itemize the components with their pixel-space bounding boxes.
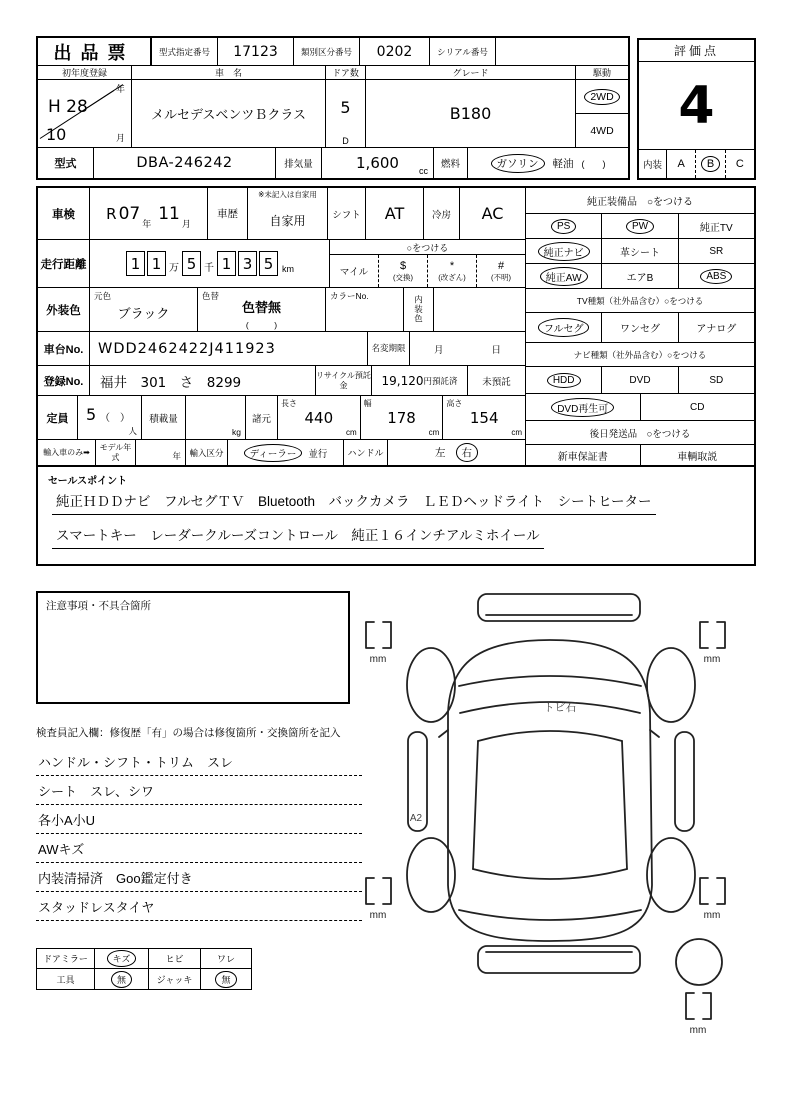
sales-points-line-2: スマートキー レーダークルーズコントロール 純正１６インチアルミホイール: [52, 524, 544, 549]
equip-ps-mark: PS: [551, 219, 576, 234]
class-code-value: 0202: [360, 38, 430, 65]
name-change-label: 名変期限: [368, 332, 410, 365]
model-year-label: モデル年式: [96, 440, 136, 465]
mileage-digit: 1: [147, 251, 166, 276]
base-color-label: 元色: [94, 291, 112, 301]
spec-width-label: 幅: [363, 399, 372, 408]
import-division-cell: [228, 440, 344, 465]
mileage-mark-mile: マイル: [330, 255, 379, 287]
wheel-front-right: [647, 648, 695, 722]
capacity-paren: （ ）: [100, 413, 130, 424]
shift-value: AT: [366, 188, 424, 239]
drive-column: [576, 66, 628, 147]
equip-aw: 純正AW: [526, 264, 602, 288]
navi-type-hdd: HDD: [526, 367, 602, 393]
grade-label: グレード: [366, 66, 575, 80]
mirror-broken: ワレ: [216, 954, 235, 964]
tv-type-one: ワンセグ: [602, 313, 678, 342]
displacement-cell: [322, 148, 434, 178]
fuel-paren: ( ): [581, 158, 606, 169]
ac-label: 冷房: [424, 188, 460, 239]
equip-row-1: [526, 214, 754, 239]
name-change-day: 日: [491, 344, 501, 356]
spec-unit: cm: [346, 428, 357, 437]
score-label: 評価点: [639, 40, 754, 62]
form-header-block: [36, 36, 630, 180]
name-change-month: 月: [433, 344, 444, 356]
drive-label: 駆動: [576, 66, 628, 80]
right-column: [526, 188, 754, 465]
mileage-unit: km: [282, 264, 294, 274]
interior-b-mark: B: [701, 156, 720, 172]
model-year-suffix: 年: [172, 451, 181, 461]
spec-height-cell: [443, 396, 525, 439]
spare-wheel: [676, 939, 722, 985]
fuel-option-gasoline: ガソリン: [491, 154, 545, 173]
navi-type-dvd: DVD: [602, 367, 678, 393]
inspection-month-suffix: 月: [181, 219, 191, 229]
mileage-mark-tampered: [428, 255, 477, 287]
roof-side-lines: [473, 741, 627, 869]
equip-abs: ABS: [679, 264, 754, 288]
interior-option-c: C: [725, 150, 754, 178]
car-diagram: [355, 580, 760, 1045]
score-block: [637, 38, 756, 180]
equip-row-2: [526, 239, 754, 264]
spec-unit: cm: [511, 428, 523, 437]
color-change-label: 色替: [202, 291, 220, 301]
tv-type-header: TV種類（社外品含む）○をつける: [526, 289, 754, 313]
mirror-label: ドアミラー: [37, 949, 95, 968]
mileage-digit: 1: [126, 251, 145, 276]
mileage-marks: [330, 240, 525, 287]
displacement-label: 排気量: [276, 148, 322, 178]
equip-ps: [526, 214, 602, 238]
color-label: 外装色: [38, 288, 90, 331]
spec-width-cell: [361, 396, 444, 439]
drive-2wd-mark: 2WD: [584, 89, 619, 105]
first-reg-era-year: H 28: [48, 97, 88, 117]
exchange-note: (交換): [393, 272, 413, 282]
front-bumper: [478, 594, 640, 621]
chassis-label: 車台No.: [38, 332, 90, 365]
measure-bracket: [383, 622, 391, 648]
chassis-value: WDD2462422J411923: [90, 332, 368, 365]
mirror-scratch: キズ: [95, 949, 149, 968]
type-code-value: 17123: [218, 38, 294, 65]
displacement-unit: cc: [419, 166, 428, 176]
hood-line: [459, 676, 641, 686]
tools-none: 無: [95, 969, 149, 989]
stone-chip-note: トビ石: [543, 702, 577, 714]
detail-grid: [38, 188, 754, 467]
inspection-label: 車検: [38, 188, 90, 239]
caution-box: [36, 591, 350, 704]
fuel-option-diesel: 軽油: [552, 157, 574, 170]
navi-type-row-1: [526, 367, 754, 394]
inspector-note: スタッドレスタイヤ: [36, 892, 362, 921]
right-sill: [675, 732, 694, 831]
import-option-dealer: ディーラー: [244, 444, 303, 462]
equip-pw: [602, 214, 678, 238]
color-no-label: カラーNo.: [330, 291, 369, 301]
interior-grade-row: [639, 150, 754, 178]
handwritten-slash: [86, 84, 123, 109]
drive-option-2wd: [576, 80, 628, 114]
handle-cell: [388, 440, 525, 465]
color-row: [38, 288, 525, 332]
tool-table: [36, 948, 252, 990]
class-code-label: 類別区分番号: [294, 38, 360, 65]
mm-label: mm: [369, 910, 387, 921]
measure-bracket: [383, 878, 391, 904]
spec-height-label: 高さ: [446, 399, 463, 408]
usage-cell: [248, 188, 328, 239]
rear-window-line: [473, 869, 627, 879]
equip-pw-mark: PW: [626, 219, 654, 234]
warranty-label: 新車保証書: [526, 445, 641, 465]
mm-label: mm: [369, 654, 387, 665]
wheel-front-left: [407, 648, 455, 722]
first-reg-month-suffix: 月: [115, 133, 125, 143]
usage-note: ※未記入は自家用: [258, 190, 317, 199]
header-strip: [38, 38, 628, 66]
usage-value: 自家用: [269, 213, 306, 228]
name-change-value: [410, 332, 525, 365]
recycle-deposited: [372, 366, 468, 395]
inspection-era: R: [106, 204, 117, 223]
payload-cell: [186, 396, 246, 439]
color-no-cell: [326, 288, 404, 331]
interior-color-value: [434, 288, 525, 331]
spec-width-value: 178: [387, 408, 416, 427]
navi-type-cd: CD: [690, 401, 705, 413]
doors-column: [326, 66, 366, 147]
roof-front-line: [478, 731, 622, 741]
recycle-amount-suffix: 円預託済: [423, 375, 458, 386]
jack-none: 無: [201, 969, 251, 989]
mileage-mark-exchange: [379, 255, 428, 287]
recycle-none: 未預託: [482, 376, 511, 388]
import-option-parallel: 並行: [308, 448, 328, 460]
mileage-digit: 5: [182, 251, 201, 276]
hash-symbol: #: [497, 259, 505, 272]
inspector-note: 各小A小U: [36, 805, 362, 834]
doors-value: 5: [340, 97, 351, 117]
capacity-cell: [78, 396, 142, 439]
tools-label: 工具: [37, 969, 95, 989]
inspector-header: 検査員記入欄：修復歴「有」の場合は修復箇所・交換箇所を記入: [36, 727, 341, 739]
mirror-crack: ヒビ: [149, 949, 201, 968]
import-label: 輸入車のみ➡: [38, 440, 96, 465]
score-value: 4: [639, 62, 754, 150]
import-division-label: 輸入区分: [186, 440, 228, 465]
mileage-sen: 千: [204, 263, 214, 274]
tampered-note: (改ざん): [438, 272, 466, 282]
spec-height-value: 154: [469, 408, 499, 427]
color-change-value: 色替無: [241, 300, 281, 315]
first-reg-year-suffix: 年: [115, 84, 125, 94]
interior-color-label: 内装色: [404, 288, 434, 331]
sales-points-line-1: 純正ＨＤＤナビ フルセグＴＶ Bluetooth バックカメラ ＬＥＤヘッドライト シートヒーター: [52, 490, 656, 515]
spec-label: 諸元: [246, 396, 278, 439]
inspector-note: AWキズ: [36, 834, 362, 863]
capacity-row: [38, 396, 525, 440]
sales-points-line-1-wrap: [52, 490, 740, 515]
capacity-value: 5: [86, 405, 97, 424]
first-reg-month: 10: [46, 125, 67, 144]
later-shipping-label: 後日発送品 ○をつける: [526, 421, 754, 445]
left-column: [38, 188, 526, 465]
model-year-cell: [136, 440, 186, 465]
unknown-note: (不明): [491, 272, 511, 282]
recycle-label: リサイクル預託金: [316, 366, 372, 395]
tv-type-row: [526, 313, 754, 343]
navi-type-header: ナビ種類（社外品含む）○をつける: [526, 343, 754, 367]
inspection-row: [38, 188, 525, 240]
base-color-cell: [90, 288, 198, 331]
ac-value: AC: [481, 204, 504, 223]
reg-row: [38, 366, 525, 396]
equip-navi: 純正ナビ: [526, 239, 602, 263]
capacity-unit: 人: [128, 426, 137, 436]
first-reg-cell: [38, 80, 131, 147]
interior-option-a: A: [677, 158, 685, 170]
interior-option-b: [695, 150, 724, 178]
first-reg-label: 初年度登録: [38, 66, 131, 80]
equip-airbag: エアB: [602, 264, 678, 288]
handle-label: ハンドル: [344, 440, 388, 465]
trunk-line: [459, 910, 641, 920]
sales-points-header: セールスポイント: [48, 476, 128, 487]
chassis-row: [38, 332, 525, 366]
inspector-note: ハンドル・シフト・トリム スレ: [36, 747, 362, 776]
handle-option-right: 右: [456, 443, 479, 462]
star-symbol: *: [449, 259, 455, 272]
wheel-rear-right: [647, 838, 695, 912]
reg-label: 登録No.: [38, 366, 90, 395]
measure-bracket: [366, 622, 374, 648]
color-change-cell: [198, 288, 326, 331]
vehicle-row: [38, 66, 628, 148]
tool-table-row-tools: [37, 969, 251, 989]
fuel-label: 燃料: [434, 148, 468, 178]
equip-header: 純正装備品 ○をつける: [526, 188, 754, 214]
color-change-paren: ( ): [245, 319, 278, 330]
mm-label: mm: [689, 1025, 707, 1036]
type-code-label: 型式指定番号: [152, 38, 218, 65]
inspection-value: [90, 188, 208, 239]
mileage-label: 走行距離: [38, 240, 90, 287]
sales-points-section: [38, 467, 754, 564]
base-color-value: ブラック: [117, 307, 170, 322]
tv-type-analog: アナログ: [696, 324, 737, 335]
car-name-value: メルセデスベンツＢクラス: [150, 108, 307, 123]
mileage-man: 万: [169, 263, 179, 274]
grade-value: B180: [449, 104, 492, 123]
doors-label: ドア数: [326, 66, 365, 80]
usage-label: 車歴: [208, 188, 248, 239]
mileage-mark-options: [330, 255, 525, 287]
model-code-label: 型式: [38, 148, 94, 178]
manual-label: 車輌取説: [677, 451, 718, 463]
measure-bracket: [717, 622, 725, 648]
mm-label: mm: [703, 910, 721, 921]
mileage-digit: 3: [238, 251, 257, 276]
spec-length-value: 440: [304, 408, 334, 427]
equip-row-3: [526, 264, 754, 289]
tv-type-full: フルセグ: [526, 313, 602, 342]
form-title: 出品票: [38, 38, 152, 65]
first-reg-column: [38, 66, 132, 147]
serial-value: [496, 38, 628, 65]
spec-length-cell: [278, 396, 361, 439]
handle-option-left: 左: [435, 447, 446, 459]
inspection-year-suffix: 年: [142, 219, 152, 229]
mileage-digit: 1: [217, 251, 236, 276]
serial-label: シリアル番号: [430, 38, 496, 65]
sales-points-line-2-wrap: [52, 524, 740, 549]
payload-label: 積載量: [142, 396, 186, 439]
equip-leather: 革シート: [602, 239, 678, 263]
mm-label: mm: [703, 654, 721, 665]
mileage-row: [38, 240, 525, 288]
inspector-notes-list: [36, 747, 362, 921]
rear-bumper: [478, 946, 640, 973]
tool-table-row-mirror: [37, 949, 251, 969]
inspector-note: 内装清掃済 Goo鑑定付き: [36, 863, 362, 892]
spec-length-label: 長さ: [281, 399, 297, 408]
inspector-note: シート スレ、シワ: [36, 776, 362, 805]
equip-sr: SR: [709, 245, 724, 257]
mileage-mark-header: ○をつける: [330, 240, 525, 255]
navi-type-row-2: [526, 394, 754, 421]
mileage-digits: [90, 240, 330, 287]
reg-value: 福井 301 さ 8299: [90, 366, 316, 395]
model-code-value: DBA-246242: [94, 148, 276, 178]
navi-type-dvd-play: DVD再生可: [526, 394, 641, 420]
car-body-outline: [448, 640, 652, 941]
caution-title: 注意事項・不具合箇所: [46, 600, 151, 612]
spec-cells: [278, 396, 525, 439]
navi-type-sd: SD: [709, 374, 724, 386]
inspection-month: 11: [158, 203, 180, 224]
recycle-amount: 19,120: [381, 373, 424, 388]
displacement-value: 1,600: [356, 154, 399, 172]
equip-tv: 純正TV: [699, 222, 733, 234]
measure-bracket: [717, 878, 725, 904]
main-body-block: [36, 186, 756, 566]
inspection-year: 07: [118, 203, 141, 224]
capacity-label: 定員: [38, 396, 78, 439]
fuel-cell: [468, 148, 628, 178]
doors-code: D: [342, 135, 349, 146]
import-row: [38, 440, 525, 465]
drive-option-4wd: 4WD: [590, 124, 614, 137]
measure-bracket: [700, 622, 708, 648]
model-row: [38, 148, 628, 178]
mileage-digit: 5: [259, 251, 278, 276]
payload-unit: kg: [232, 427, 241, 437]
docs-row: [526, 445, 754, 465]
car-name-label: 車 名: [132, 66, 325, 80]
spec-unit: cm: [428, 428, 440, 437]
car-name-column: [132, 66, 326, 147]
shift-label: シフト: [328, 188, 366, 239]
mileage-mark-unknown: [477, 255, 525, 287]
measure-bracket: [700, 878, 708, 904]
measure-bracket: [686, 993, 694, 1019]
interior-grade-label: 内装: [639, 150, 667, 178]
jack-label: ジャッキ: [149, 969, 201, 989]
panel-code-note: A2: [409, 813, 423, 824]
measure-bracket: [703, 993, 711, 1019]
dollar-symbol: $: [399, 259, 407, 272]
measure-bracket: [366, 878, 374, 904]
grade-column: [366, 66, 576, 147]
